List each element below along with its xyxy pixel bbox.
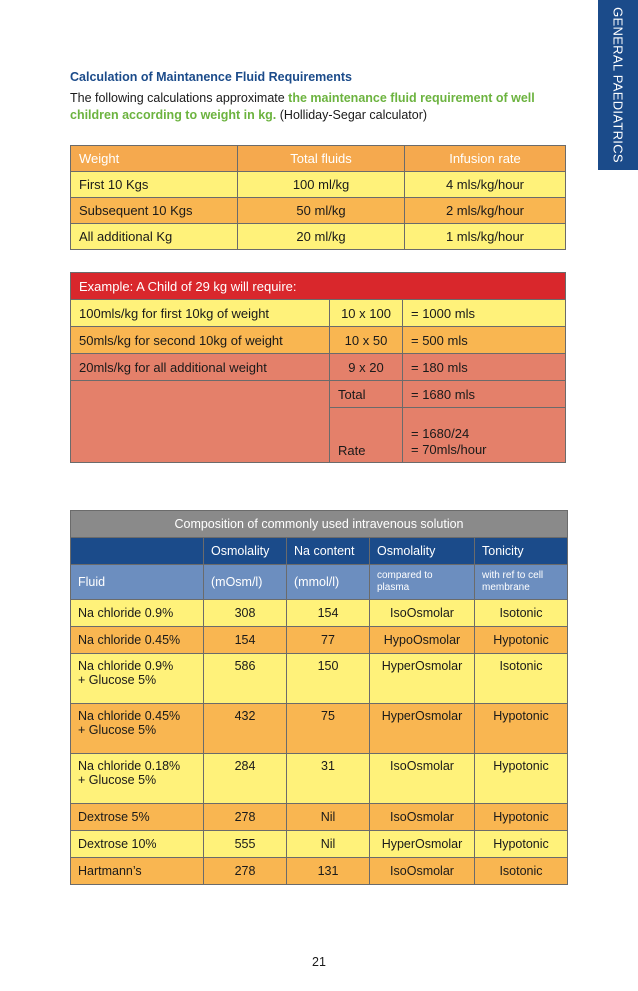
total-value: = 1680 mls bbox=[403, 381, 566, 408]
na-content-value: 150 bbox=[287, 654, 370, 704]
osmolality-value: 278 bbox=[204, 858, 287, 885]
tonicity-value: Hypotonic bbox=[475, 804, 568, 831]
osmolality-value: 586 bbox=[204, 654, 287, 704]
tonicity-value: Hypotonic bbox=[475, 831, 568, 858]
osmolality-compare: IsoOsmolar bbox=[370, 754, 475, 804]
header-cell: Osmolality bbox=[370, 538, 475, 565]
example-title: Example: A Child of 29 kg will require: bbox=[71, 273, 566, 300]
osmolality-compare: IsoOsmolar bbox=[370, 600, 475, 627]
osmolality-compare: HyperOsmolar bbox=[370, 704, 475, 754]
tonicity-value: Isotonic bbox=[475, 600, 568, 627]
intro-source: (Holliday-Segar calculator) bbox=[276, 108, 428, 122]
na-content-value: 31 bbox=[287, 754, 370, 804]
table-cell: 10 x 100 bbox=[330, 300, 403, 327]
na-content-value: Nil bbox=[287, 831, 370, 858]
rate-label: Rate bbox=[330, 408, 403, 463]
fluid-name: Dextrose 5% bbox=[71, 804, 204, 831]
table-cell: 4 mls/kg/hour bbox=[405, 172, 566, 198]
iv-title-row bbox=[71, 511, 568, 538]
intro-text: The following calculations approximate bbox=[70, 91, 289, 105]
table-cell: 100mls/kg for first 10kg of weight bbox=[71, 300, 330, 327]
table-row bbox=[71, 224, 566, 250]
osmolality-compare: HypoOsmolar bbox=[370, 627, 475, 654]
table-cell: = 1000 mls bbox=[403, 300, 566, 327]
subheader-cell: with ref to cell membrane bbox=[475, 565, 568, 600]
table-row bbox=[71, 300, 566, 327]
table-cell: Subsequent 10 Kgs bbox=[71, 198, 238, 224]
subheader-cell: compared to plasma bbox=[370, 565, 475, 600]
maintenance-fluid-table bbox=[70, 145, 566, 250]
fluid-name: Dextrose 10% bbox=[71, 831, 204, 858]
subheader-cell: (mOsm/l) bbox=[204, 565, 287, 600]
tonicity-value: Hypotonic bbox=[475, 627, 568, 654]
osmolality-compare: HyperOsmolar bbox=[370, 654, 475, 704]
header-cell: Na content bbox=[287, 538, 370, 565]
osmolality-value: 278 bbox=[204, 804, 287, 831]
subheader-cell: Fluid bbox=[71, 565, 204, 600]
fluid-name: Hartmann’s bbox=[71, 858, 204, 885]
fluid-name-line: + Glucose 5% bbox=[78, 673, 157, 687]
osmolality-value: 432 bbox=[204, 704, 287, 754]
table-cell: = 500 mls bbox=[403, 327, 566, 354]
iv-header-row bbox=[71, 538, 568, 565]
intro-paragraph bbox=[70, 90, 570, 124]
fluid-name-line: Na chloride 0.18% bbox=[78, 759, 181, 773]
intro-highlight: the maintenance fluid requirement of well children according to weight in kg. bbox=[70, 91, 535, 122]
fluid-name-line: Na chloride 0.45% bbox=[78, 709, 181, 723]
header-cell: Tonicity bbox=[475, 538, 568, 565]
table-cell: 1 mls/kg/hour bbox=[405, 224, 566, 250]
osmolality-value: 154 bbox=[204, 627, 287, 654]
fluid-name: Na chloride 0.45% bbox=[71, 627, 204, 654]
osmolality-compare: IsoOsmolar bbox=[370, 858, 475, 885]
table-cell: 9 x 20 bbox=[330, 354, 403, 381]
subheader-cell: (mmol/l) bbox=[287, 565, 370, 600]
osmolality-value: 284 bbox=[204, 754, 287, 804]
table-row bbox=[71, 704, 568, 754]
table-cell: 10 x 50 bbox=[330, 327, 403, 354]
table-cell: 50 ml/kg bbox=[238, 198, 405, 224]
table-cell: = 180 mls bbox=[403, 354, 566, 381]
page-number: 21 bbox=[312, 955, 326, 969]
header-cell: Osmolality bbox=[204, 538, 287, 565]
header-cell: Infusion rate bbox=[405, 146, 566, 172]
tonicity-value: Isotonic bbox=[475, 654, 568, 704]
na-content-value: 131 bbox=[287, 858, 370, 885]
fluid-name-line: + Glucose 5% bbox=[78, 773, 157, 787]
section-heading: Calculation of Maintanence Fluid Requirements bbox=[70, 70, 352, 84]
iv-solution-table bbox=[70, 510, 568, 885]
example-title-row bbox=[71, 273, 566, 300]
table-row bbox=[71, 327, 566, 354]
header-cell bbox=[71, 538, 204, 565]
table-cell: 20 ml/kg bbox=[238, 224, 405, 250]
table-cell: 2 mls/kg/hour bbox=[405, 198, 566, 224]
rate-value-line: = 1680/24 bbox=[411, 426, 470, 441]
osmolality-value: 555 bbox=[204, 831, 287, 858]
table-row bbox=[71, 754, 568, 804]
osmolality-compare: IsoOsmolar bbox=[370, 804, 475, 831]
osmolality-compare: HyperOsmolar bbox=[370, 831, 475, 858]
fluid-name-line: + Glucose 5% bbox=[78, 723, 157, 737]
table-row bbox=[71, 354, 566, 381]
rate-value bbox=[403, 408, 566, 463]
header-cell: Weight bbox=[71, 146, 238, 172]
header-cell: Total fluids bbox=[238, 146, 405, 172]
table-row bbox=[71, 654, 568, 704]
osmolality-value: 308 bbox=[204, 600, 287, 627]
table-row bbox=[71, 381, 566, 408]
tonicity-value: Isotonic bbox=[475, 858, 568, 885]
table-cell: 100 ml/kg bbox=[238, 172, 405, 198]
na-content-value: Nil bbox=[287, 804, 370, 831]
fluid-name bbox=[71, 754, 204, 804]
table-row bbox=[71, 172, 566, 198]
table-header-row bbox=[71, 146, 566, 172]
table-row bbox=[71, 858, 568, 885]
table-cell: All additional Kg bbox=[71, 224, 238, 250]
table-cell: First 10 Kgs bbox=[71, 172, 238, 198]
section-tab-label: GENERAL PAEDIATRICS bbox=[610, 7, 626, 163]
table-cell: 20mls/kg for all additional weight bbox=[71, 354, 330, 381]
rate-value-line: = 70mls/hour bbox=[411, 442, 487, 457]
section-tab bbox=[598, 0, 638, 170]
table-cell: 50mls/kg for second 10kg of weight bbox=[71, 327, 330, 354]
table-row bbox=[71, 198, 566, 224]
na-content-value: 154 bbox=[287, 600, 370, 627]
fluid-name bbox=[71, 704, 204, 754]
fluid-name-line: Na chloride 0.9% bbox=[78, 659, 174, 673]
total-label: Total bbox=[330, 381, 403, 408]
iv-table-title: Composition of commonly used intravenous solution bbox=[71, 511, 568, 538]
fluid-name: Na chloride 0.9% bbox=[71, 600, 204, 627]
table-row bbox=[71, 600, 568, 627]
na-content-value: 77 bbox=[287, 627, 370, 654]
example-calculation-table bbox=[70, 272, 566, 463]
tonicity-value: Hypotonic bbox=[475, 754, 568, 804]
tonicity-value: Hypotonic bbox=[475, 704, 568, 754]
na-content-value: 75 bbox=[287, 704, 370, 754]
iv-subheader-row bbox=[71, 565, 568, 600]
table-row bbox=[71, 627, 568, 654]
table-row bbox=[71, 804, 568, 831]
blank-cell bbox=[71, 381, 330, 463]
table-row bbox=[71, 831, 568, 858]
fluid-name bbox=[71, 654, 204, 704]
